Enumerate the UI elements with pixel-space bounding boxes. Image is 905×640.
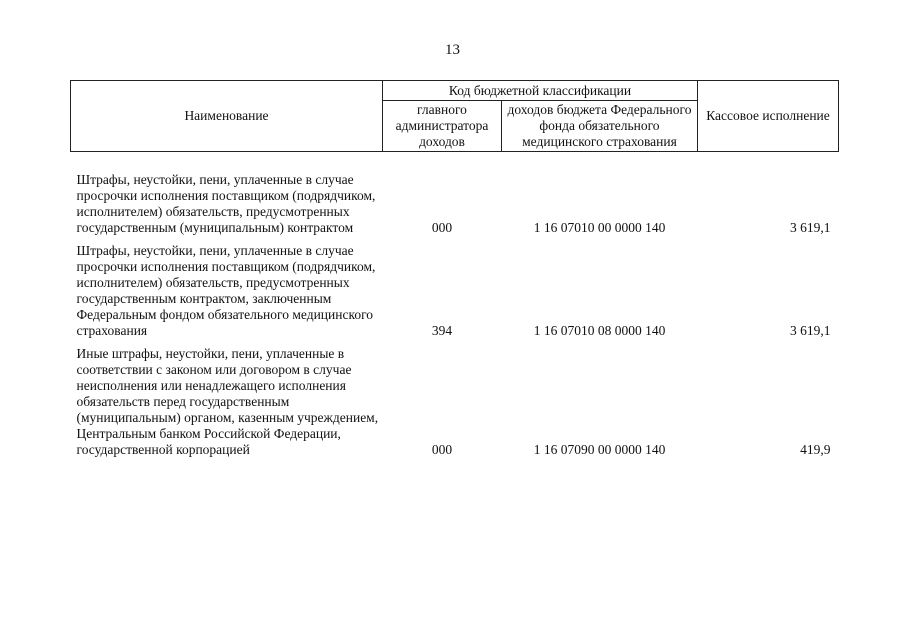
table-row <box>71 152 839 244</box>
row-revenue-code: 1 16 07010 08 0000 140 <box>533 323 666 338</box>
row-admin-code: 000 <box>431 220 453 235</box>
row-admin-code: 000 <box>431 442 453 457</box>
row-name: Штрафы, неустойки, пени, уплаченные в случае просрочки исполнения поставщиком (подрядчиком, исполнителем) обязательств, предусмотренных государственным (муниципальным) контрактом <box>76 172 376 235</box>
row-revenue-code: 1 16 07090 00 0000 140 <box>533 442 666 457</box>
table-row <box>71 346 839 465</box>
row-amount: 419,9 <box>800 442 831 457</box>
page-number: 13 <box>445 42 460 58</box>
row-revenue-code: 1 16 07010 00 0000 140 <box>533 220 666 235</box>
budget-table <box>70 80 839 465</box>
table-row <box>71 243 839 346</box>
header-name: Наименование <box>71 81 383 152</box>
row-amount: 3 619,1 <box>790 220 831 235</box>
header-admin: главного администратора доходов <box>383 101 502 152</box>
header-revenue: доходов бюджета Федерального фонда обязательного медицинского страхования <box>502 101 698 152</box>
header-amount: Кассовое исполнение <box>698 81 839 152</box>
row-name: Иные штрафы, неустойки, пени, уплаченные в соответствии с законом или договором в случае неисполнения или ненадлежащего исполнения обязательств перед государственным (муниципальным) органом, казенным учреждением, Центральным банком Российской Федерации, государственной корпорацией <box>76 346 379 457</box>
header-code-group: Код бюджетной классификации <box>383 81 698 101</box>
row-amount: 3 619,1 <box>790 323 831 338</box>
row-name: Штрафы, неустойки, пени, уплаченные в случае просрочки исполнения поставщиком (подрядчиком, исполнителем) обязательств, предусмотренных государственным контрактом, заключенным Федеральным фондом обязательного медицинского страхования <box>76 243 376 338</box>
row-admin-code: 394 <box>431 323 453 338</box>
